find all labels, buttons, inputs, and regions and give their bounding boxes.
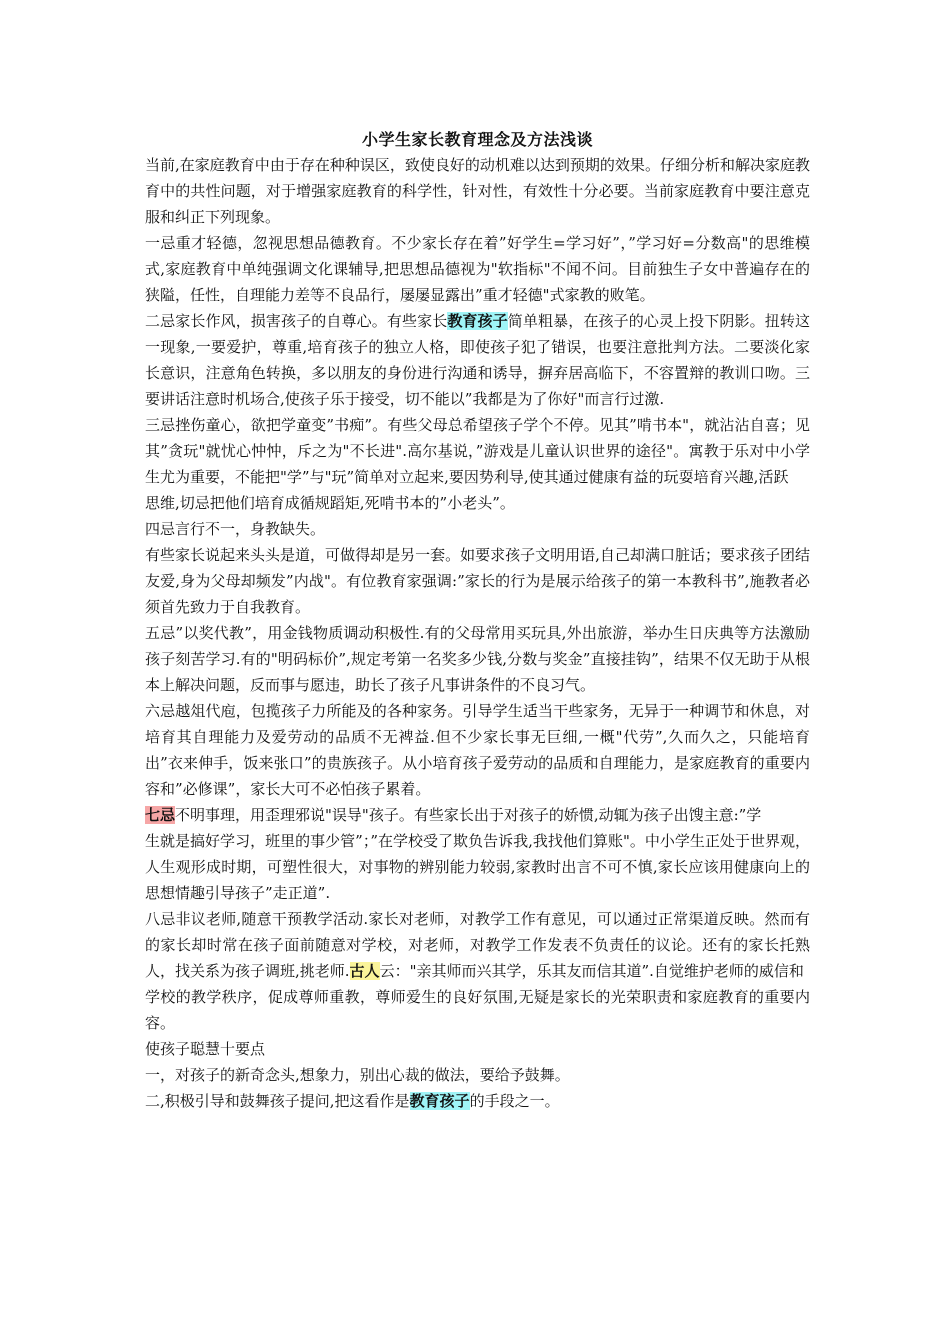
document-body xyxy=(145,152,810,1114)
document-title: 小学生家长教育理念及方法浅谈 xyxy=(361,130,593,149)
paragraph-text: 当前,在家庭教育中由于存在种种误区，致使良好的动机难以达到预期的效果。仔细分析和解决家庭教育中的共性问题，对于增强家庭教育的科学性，针对性，有效性十分必要。当前家庭教育中要注意克服和纠正下列现象。 xyxy=(145,156,810,226)
paragraph-text: 简单粗暴，在孩子的心灵上投下阴影。扭转这一现象,一要爱护，尊重,培育孩子的独立人格，即使孩子犯了错误，也要注意批判方法。二要淡化家长意识，注意角色转换，多以朋友的身份进行沟通和诱导，摒弃居高临下，不容置辩的教训口吻。三要讲话注意时机场合,使孩子乐于接受，切不能以”我都是为了你好"而言行过激. xyxy=(145,312,810,408)
paragraph xyxy=(145,698,810,802)
paragraph-text: 八忌非议老师,随意干预教学活动.家长对老师，对教学工作有意见，可以通过正常渠道反映。然而有的家长却时常在孩子面前随意对学校，对老师，对教学工作发表不负责任的议论。还有的家长托熟人，找关系为孩子调班,挑老师. xyxy=(145,910,810,980)
paragraph-text: 使孩子聪慧十要点 xyxy=(145,1040,266,1058)
paragraph-text: 四忌言行不一，身教缺失。 xyxy=(145,520,326,538)
paragraph xyxy=(145,906,810,984)
paragraph xyxy=(145,152,810,230)
highlighted-text: 教育孩子 xyxy=(447,312,508,330)
paragraph-text: 不明事理，用歪理邪说"误导"孩子。有些家长出于对孩子的娇惯,动辄为孩子出馊主意:”学 xyxy=(175,806,762,824)
paragraph xyxy=(145,516,810,542)
paragraph-text: 一，对孩子的新奇念头,想象力，别出心裁的做法，要给予鼓舞。 xyxy=(145,1066,570,1084)
paragraph-text: 三忌挫伤童心，欲把学童变”书痴”。有些父母总希望孩子学个不停。见其”啃书本"，就沾沾自喜；见其”贪玩"就忧心忡忡，斥之为"不长进".高尔基说，”游戏是儿童认识世界的途径"。寓教于乐对中小学生尤为重要，不能把"学”与"玩”简单对立起来,要因势利导,使其通过健康有益的玩耍培育兴趣,活跃 xyxy=(145,416,810,486)
paragraph xyxy=(145,412,810,490)
paragraph-text: 学校的教学秩序，促成尊师重教，尊师爱生的良好氛围,无疑是家长的光荣职责和家庭教育的重要内容。 xyxy=(145,988,810,1032)
paragraph xyxy=(145,542,810,620)
paragraph xyxy=(145,802,810,828)
paragraph-text: 一忌重才轻德，忽视思想品德教育。不少家长存在着”好学生=学习好”，”学习好=分数高"的思维模式,家庭教育中单纯强调文化课辅导,把思想品德视为"软指标"不闻不问。目前独生子女中普遍存在的狭隘，任性，自理能力差等不良品行，屡屡显露出”重才轻德"式家教的败笔。 xyxy=(145,234,810,304)
paragraph-text: 的手段之一。 xyxy=(469,1092,560,1110)
paragraph-text: 五忌”以奖代教”，用金钱物质调动积极性.有的父母常用买玩具,外出旅游，举办生日庆典等方法激励孩子刻苦学习.有的"明码标价”,规定考第一名奖多少钱,分数与奖金”直接挂钩”，结果不仅无助于从根本上解决问题，反而事与愿违，助长了孩子凡事讲条件的不良习气。 xyxy=(145,624,810,694)
paragraph-text: 云："亲其师而兴其学，乐其友而信其道”.自觉维护老师的威信和 xyxy=(379,962,804,980)
paragraph xyxy=(145,620,810,698)
paragraph xyxy=(145,1062,810,1088)
paragraph-text: 有些家长说起来头头是道，可做得却是另一套。如要求孩子文明用语,自己却满口脏话；要求孩子团结友爱,身为父母却频发”内战"。有位教育家强调:”家长的行为是展示给孩子的第一本教科书”,施教者必须首先致力于自我教育。 xyxy=(145,546,810,616)
paragraph xyxy=(145,1036,810,1062)
paragraph xyxy=(145,828,810,906)
paragraph-text: 六忌越俎代庖，包揽孩子力所能及的各种家务。引导学生适当干些家务，无异于一种调节和休息，对培育其自理能力及爱劳动的品质不无裨益.但不少家长事无巨细,一概"代劳”,久而久之，只能培育出”衣来伸手，饭来张口”的贵族孩子。从小培育孩子爱劳动的品质和自理能力，是家庭教育的重要内容和”必修课”，家长大可不必怕孩子累着。 xyxy=(145,702,810,798)
paragraph-text: 二忌家长作风，损害孩子的自尊心。有些家长 xyxy=(145,312,448,330)
paragraph-text: 生就是搞好学习，班里的事少管”；”在学校受了欺负告诉我,我找他们算账"。中小学生正处于世界观，人生观形成时期，可塑性很大，对事物的辨别能力较弱,家教时出言不可不慎,家长应该用健康向上的思想情趣引导孩子”走正道”. xyxy=(145,832,810,902)
paragraph xyxy=(145,1088,810,1114)
paragraph xyxy=(145,984,810,1036)
paragraph xyxy=(145,230,810,308)
paragraph xyxy=(145,490,810,516)
paragraph-text: 思维,切忌把他们培育成循规蹈矩,死啃书本的”小老头”。 xyxy=(145,494,515,512)
highlighted-text: 教育孩子 xyxy=(409,1092,470,1110)
paragraph-text: 二,积极引导和鼓舞孩子提问,把这看作是 xyxy=(145,1092,410,1110)
highlighted-text: 七忌 xyxy=(145,806,176,824)
highlighted-text: 古人 xyxy=(349,962,380,980)
paragraph xyxy=(145,308,810,412)
document-page xyxy=(145,128,810,1114)
